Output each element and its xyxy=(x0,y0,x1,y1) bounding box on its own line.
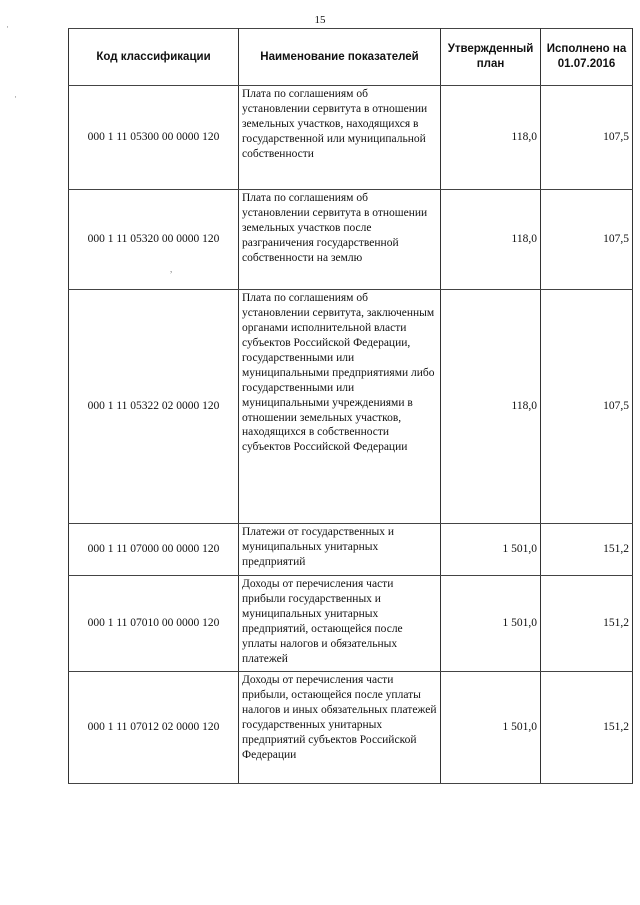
page-number: 15 xyxy=(314,14,326,26)
row-name: Доходы от перечисления части прибыли, остающейся после уплаты налогов и иных обязательных платежей государственных унитарных предприятий субъектов Российской Федерации xyxy=(239,672,441,784)
header-row xyxy=(69,29,633,86)
margin-dot: , xyxy=(170,264,173,274)
row-name: Платежи от государственных и муниципальных унитарных предприятий xyxy=(239,524,441,576)
row-name: Плата по соглашениям об установлении сервитута в отношении земельных участков, находящихся в государственной или муниципальной собственности xyxy=(239,86,441,190)
margin-dot: · xyxy=(14,92,17,102)
row-executed: 151,2 xyxy=(541,576,633,672)
row-plan: 1 501,0 xyxy=(441,576,541,672)
table-row xyxy=(69,86,633,190)
row-name: Плата по соглашениям об установлении сервитута, заключенным органами исполнительной власти субъектов Российской Федерации, государственными или муниципальными предприятиями либо государственными или муниципальными учреждениями в отношении земельных участков, находящихся в собственности субъектов Российской Федерации xyxy=(239,290,441,524)
header-code: Код классификации xyxy=(69,29,239,86)
row-plan: 118,0 xyxy=(441,290,541,524)
margin-dot: · xyxy=(6,22,9,32)
row-code: 000 1 11 05322 02 0000 120 xyxy=(69,290,239,524)
row-plan: 1 501,0 xyxy=(441,672,541,784)
row-name: Доходы от перечисления части прибыли государственных и муниципальных унитарных предприятий, остающейся после уплаты налогов и обязательных платежей xyxy=(239,576,441,672)
row-code: 000 1 11 07000 00 0000 120 xyxy=(69,524,239,576)
row-name: Плата по соглашениям об установлении сервитута в отношении земельных участков после разграничения государственной собственности на землю xyxy=(239,190,441,290)
header-plan: Утвержденный план xyxy=(441,29,541,86)
table-row xyxy=(69,524,633,576)
header-executed: Исполнено на 01.07.2016 xyxy=(541,29,633,86)
row-executed: 151,2 xyxy=(541,524,633,576)
header-name: Наименование показателей xyxy=(239,29,441,86)
row-code: 000 1 11 07010 00 0000 120 xyxy=(69,576,239,672)
row-executed: 107,5 xyxy=(541,86,633,190)
row-plan: 118,0 xyxy=(441,190,541,290)
row-executed: 107,5 xyxy=(541,290,633,524)
row-plan: 1 501,0 xyxy=(441,524,541,576)
row-code: 000 1 11 07012 02 0000 120 xyxy=(69,672,239,784)
row-executed: 151,2 xyxy=(541,672,633,784)
row-code: 000 1 11 05320 00 0000 120 xyxy=(69,190,239,290)
budget-table xyxy=(68,28,633,784)
row-executed: 107,5 xyxy=(541,190,633,290)
table-row xyxy=(69,576,633,672)
row-code: 000 1 11 05300 00 0000 120 xyxy=(69,86,239,190)
table-row xyxy=(69,290,633,524)
table-row xyxy=(69,672,633,784)
table-row xyxy=(69,190,633,290)
row-plan: 118,0 xyxy=(441,86,541,190)
